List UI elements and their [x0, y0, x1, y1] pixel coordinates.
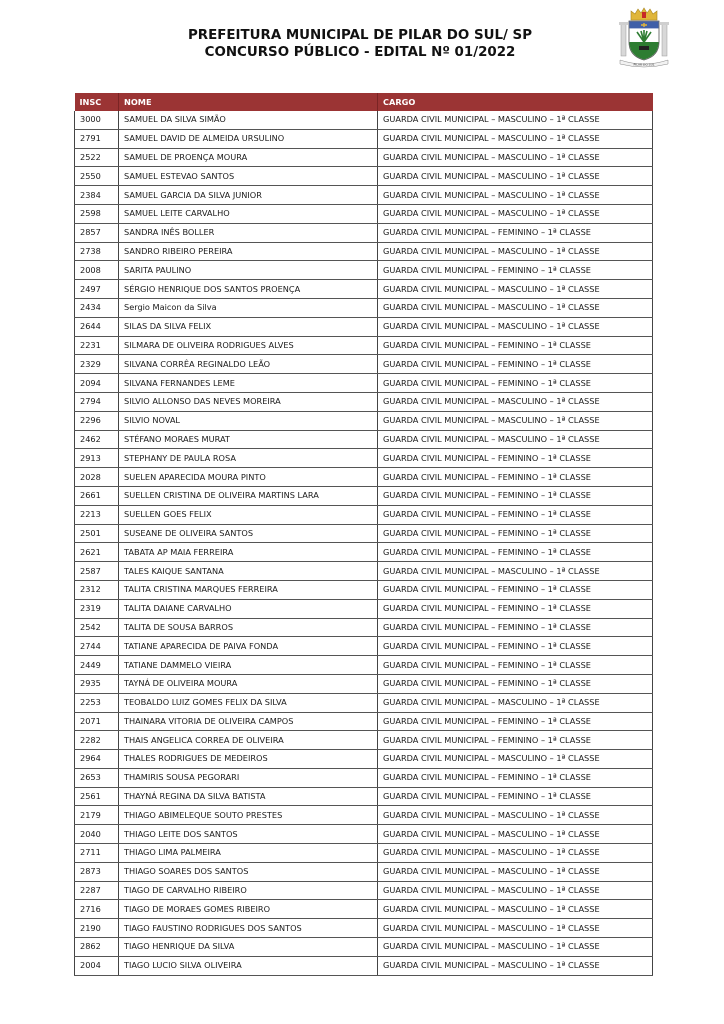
cell-nome: SAMUEL DAVID DE ALMEIDA URSULINO — [119, 129, 378, 148]
table-row — [75, 844, 653, 863]
cell-cargo: GUARDA CIVIL MUNICIPAL – MASCULINO – 1ª CLASSE — [378, 956, 653, 975]
cell-insc: 2587 — [75, 562, 119, 581]
table-row — [75, 674, 653, 693]
cell-insc: 2253 — [75, 693, 119, 712]
table-row — [75, 712, 653, 731]
table-row — [75, 938, 653, 957]
title-line-2: CONCURSO PÚBLICO - EDITAL Nº 01/2022 — [204, 45, 516, 60]
cell-insc: 2004 — [75, 956, 119, 975]
table-row — [75, 468, 653, 487]
cell-insc: 2738 — [75, 242, 119, 261]
cell-insc: 2434 — [75, 298, 119, 317]
cell-insc: 2094 — [75, 374, 119, 393]
cell-cargo: GUARDA CIVIL MUNICIPAL – FEMININO – 1ª CLASSE — [378, 618, 653, 637]
document-title — [150, 27, 570, 61]
cell-cargo: GUARDA CIVIL MUNICIPAL – FEMININO – 1ª CLASSE — [378, 486, 653, 505]
table-row — [75, 204, 653, 223]
cell-insc: 2329 — [75, 355, 119, 374]
cell-cargo: GUARDA CIVIL MUNICIPAL – MASCULINO – 1ª CLASSE — [378, 242, 653, 261]
cell-nome: THAYNÁ REGINA DA SILVA BATISTA — [119, 787, 378, 806]
table-row — [75, 731, 653, 750]
table-row — [75, 524, 653, 543]
cell-cargo: GUARDA CIVIL MUNICIPAL – MASCULINO – 1ª CLASSE — [378, 806, 653, 825]
table-row — [75, 956, 653, 975]
cell-cargo: GUARDA CIVIL MUNICIPAL – MASCULINO – 1ª CLASSE — [378, 900, 653, 919]
cell-nome: Sergio Maicon da Silva — [119, 298, 378, 317]
cell-insc: 2501 — [75, 524, 119, 543]
cell-insc: 2287 — [75, 881, 119, 900]
cell-nome: SILAS DA SILVA FELIX — [119, 317, 378, 336]
cell-nome: TEOBALDO LUIZ GOMES FELIX DA SILVA — [119, 693, 378, 712]
cell-insc: 2711 — [75, 844, 119, 863]
table-row — [75, 129, 653, 148]
table-row — [75, 543, 653, 562]
cell-cargo: GUARDA CIVIL MUNICIPAL – FEMININO – 1ª CLASSE — [378, 637, 653, 656]
cell-nome: SANDRO RIBEIRO PEREIRA — [119, 242, 378, 261]
cell-cargo: GUARDA CIVIL MUNICIPAL – MASCULINO – 1ª CLASSE — [378, 298, 653, 317]
cell-insc: 2296 — [75, 411, 119, 430]
cell-insc: 2644 — [75, 317, 119, 336]
cell-nome: THAMIRIS SOUSA PEGORARI — [119, 768, 378, 787]
cell-cargo: GUARDA CIVIL MUNICIPAL – MASCULINO – 1ª CLASSE — [378, 693, 653, 712]
cell-nome: TALITA DAIANE CARVALHO — [119, 599, 378, 618]
cell-insc: 2791 — [75, 129, 119, 148]
cell-nome: TIAGO HENRIQUE DA SILVA — [119, 938, 378, 957]
table-row — [75, 768, 653, 787]
cell-cargo: GUARDA CIVIL MUNICIPAL – FEMININO – 1ª CLASSE — [378, 731, 653, 750]
cell-nome: TATIANE APARECIDA DE PAIVA FONDA — [119, 637, 378, 656]
cell-cargo: GUARDA CIVIL MUNICIPAL – MASCULINO – 1ª CLASSE — [378, 186, 653, 205]
cell-insc: 2231 — [75, 336, 119, 355]
cell-cargo: GUARDA CIVIL MUNICIPAL – FEMININO – 1ª CLASSE — [378, 468, 653, 487]
cell-cargo: GUARDA CIVIL MUNICIPAL – MASCULINO – 1ª CLASSE — [378, 562, 653, 581]
table-row — [75, 787, 653, 806]
cell-nome: SÉRGIO HENRIQUE DOS SANTOS PROENÇA — [119, 280, 378, 299]
cell-insc: 2542 — [75, 618, 119, 637]
cell-cargo: GUARDA CIVIL MUNICIPAL – FEMININO – 1ª CLASSE — [378, 543, 653, 562]
cell-nome: SILVANA CORRÊA REGINALDO LEÃO — [119, 355, 378, 374]
cell-nome: SILVIO ALLONSO DAS NEVES MOREIRA — [119, 392, 378, 411]
cell-cargo: GUARDA CIVIL MUNICIPAL – MASCULINO – 1ª CLASSE — [378, 280, 653, 299]
cell-insc: 2040 — [75, 825, 119, 844]
cell-cargo: GUARDA CIVIL MUNICIPAL – FEMININO – 1ª CLASSE — [378, 449, 653, 468]
table-row — [75, 280, 653, 299]
cell-nome: SAMUEL DE PROENÇA MOURA — [119, 148, 378, 167]
table-row — [75, 599, 653, 618]
cell-nome: SILVANA FERNANDES LEME — [119, 374, 378, 393]
table-row — [75, 167, 653, 186]
cell-cargo: GUARDA CIVIL MUNICIPAL – MASCULINO – 1ª CLASSE — [378, 392, 653, 411]
cell-nome: SARITA PAULINO — [119, 261, 378, 280]
candidates-table — [74, 93, 653, 976]
cell-insc: 2282 — [75, 731, 119, 750]
cell-cargo: GUARDA CIVIL MUNICIPAL – FEMININO – 1ª CLASSE — [378, 261, 653, 280]
cell-nome: SILVIO NOVAL — [119, 411, 378, 430]
table-header-row — [75, 93, 653, 111]
cell-nome: SANDRA INÊS BOLLER — [119, 223, 378, 242]
cell-insc: 2716 — [75, 900, 119, 919]
cell-insc: 2213 — [75, 505, 119, 524]
cell-nome: SAMUEL ESTEVAO SANTOS — [119, 167, 378, 186]
column-header-nome: NOME — [119, 93, 378, 111]
cell-nome: SUELLEN GOES FELIX — [119, 505, 378, 524]
cell-cargo: GUARDA CIVIL MUNICIPAL – MASCULINO – 1ª CLASSE — [378, 411, 653, 430]
cell-cargo: GUARDA CIVIL MUNICIPAL – MASCULINO – 1ª CLASSE — [378, 862, 653, 881]
cell-cargo: GUARDA CIVIL MUNICIPAL – MASCULINO – 1ª CLASSE — [378, 938, 653, 957]
cell-nome: SUELEN APARECIDA MOURA PINTO — [119, 468, 378, 487]
table-row — [75, 656, 653, 675]
municipal-coat-of-arms-icon — [617, 6, 671, 68]
table-row — [75, 223, 653, 242]
cell-cargo: GUARDA CIVIL MUNICIPAL – MASCULINO – 1ª CLASSE — [378, 881, 653, 900]
table-row — [75, 186, 653, 205]
column-header-insc: INSC — [75, 93, 119, 111]
cell-nome: THALES RODRIGUES DE MEDEIROS — [119, 750, 378, 769]
cell-insc: 2873 — [75, 862, 119, 881]
cell-nome: TIAGO LUCIO SILVA OLIVEIRA — [119, 956, 378, 975]
cell-cargo: GUARDA CIVIL MUNICIPAL – MASCULINO – 1ª CLASSE — [378, 148, 653, 167]
cell-cargo: GUARDA CIVIL MUNICIPAL – FEMININO – 1ª CLASSE — [378, 599, 653, 618]
table-body — [75, 111, 653, 975]
cell-nome: SUELLEN CRISTINA DE OLIVEIRA MARTINS LARA — [119, 486, 378, 505]
cell-nome: TATIANE DAMMELO VIEIRA — [119, 656, 378, 675]
cell-nome: TIAGO FAUSTINO RODRIGUES DOS SANTOS — [119, 919, 378, 938]
table-row — [75, 336, 653, 355]
cell-cargo: GUARDA CIVIL MUNICIPAL – MASCULINO – 1ª CLASSE — [378, 825, 653, 844]
cell-insc: 2964 — [75, 750, 119, 769]
table-row — [75, 430, 653, 449]
table-row — [75, 505, 653, 524]
cell-nome: STEPHANY DE PAULA ROSA — [119, 449, 378, 468]
table-row — [75, 374, 653, 393]
table-row — [75, 261, 653, 280]
cell-cargo: GUARDA CIVIL MUNICIPAL – MASCULINO – 1ª CLASSE — [378, 317, 653, 336]
cell-insc: 2179 — [75, 806, 119, 825]
cell-nome: TIAGO DE CARVALHO RIBEIRO — [119, 881, 378, 900]
column-header-cargo: CARGO — [378, 93, 653, 111]
table-row — [75, 562, 653, 581]
cell-insc: 2449 — [75, 656, 119, 675]
cell-insc: 3000 — [75, 111, 119, 129]
cell-nome: STÉFANO MORAES MURAT — [119, 430, 378, 449]
cell-cargo: GUARDA CIVIL MUNICIPAL – MASCULINO – 1ª CLASSE — [378, 844, 653, 863]
table-row — [75, 919, 653, 938]
cell-cargo: GUARDA CIVIL MUNICIPAL – MASCULINO – 1ª CLASSE — [378, 919, 653, 938]
cell-nome: THIAGO LIMA PALMEIRA — [119, 844, 378, 863]
cell-cargo: GUARDA CIVIL MUNICIPAL – FEMININO – 1ª CLASSE — [378, 223, 653, 242]
cell-nome: THIAGO LEITE DOS SANTOS — [119, 825, 378, 844]
cell-insc: 2794 — [75, 392, 119, 411]
cell-nome: THIAGO SOARES DOS SANTOS — [119, 862, 378, 881]
title-line-1: PREFEITURA MUNICIPAL DE PILAR DO SUL/ SP — [187, 28, 533, 43]
cell-cargo: GUARDA CIVIL MUNICIPAL – MASCULINO – 1ª CLASSE — [378, 430, 653, 449]
cell-cargo: GUARDA CIVIL MUNICIPAL – FEMININO – 1ª CLASSE — [378, 712, 653, 731]
cell-cargo: GUARDA CIVIL MUNICIPAL – MASCULINO – 1ª CLASSE — [378, 129, 653, 148]
table-row — [75, 825, 653, 844]
cell-insc: 2319 — [75, 599, 119, 618]
table-row — [75, 148, 653, 167]
table-row — [75, 637, 653, 656]
cell-insc: 2550 — [75, 167, 119, 186]
cell-cargo: GUARDA CIVIL MUNICIPAL – FEMININO – 1ª CLASSE — [378, 355, 653, 374]
cell-cargo: GUARDA CIVIL MUNICIPAL – MASCULINO – 1ª CLASSE — [378, 750, 653, 769]
cell-nome: TAYNÁ DE OLIVEIRA MOURA — [119, 674, 378, 693]
table-row — [75, 317, 653, 336]
table-row — [75, 618, 653, 637]
crest-motto: PILAR DO SUL — [633, 62, 655, 67]
document-header — [0, 0, 724, 90]
table-row — [75, 111, 653, 129]
cell-cargo: GUARDA CIVIL MUNICIPAL – FEMININO – 1ª CLASSE — [378, 374, 653, 393]
cell-insc: 2661 — [75, 486, 119, 505]
cell-nome: TIAGO DE MORAES GOMES RIBEIRO — [119, 900, 378, 919]
cell-nome: TALITA DE SOUSA BARROS — [119, 618, 378, 637]
table-row — [75, 881, 653, 900]
cell-nome: THIAGO ABIMELEQUE SOUTO PRESTES — [119, 806, 378, 825]
cell-cargo: GUARDA CIVIL MUNICIPAL – FEMININO – 1ª CLASSE — [378, 524, 653, 543]
cell-cargo: GUARDA CIVIL MUNICIPAL – FEMININO – 1ª CLASSE — [378, 768, 653, 787]
table-row — [75, 298, 653, 317]
cell-nome: SUSEANE DE OLIVEIRA SANTOS — [119, 524, 378, 543]
cell-insc: 2497 — [75, 280, 119, 299]
cell-insc: 2744 — [75, 637, 119, 656]
cell-insc: 2653 — [75, 768, 119, 787]
table-row — [75, 392, 653, 411]
cell-insc: 2312 — [75, 580, 119, 599]
cell-nome: SAMUEL LEITE CARVALHO — [119, 204, 378, 223]
cell-cargo: GUARDA CIVIL MUNICIPAL – MASCULINO – 1ª CLASSE — [378, 204, 653, 223]
cell-cargo: GUARDA CIVIL MUNICIPAL – FEMININO – 1ª CLASSE — [378, 787, 653, 806]
cell-cargo: GUARDA CIVIL MUNICIPAL – FEMININO – 1ª CLASSE — [378, 580, 653, 599]
cell-cargo: GUARDA CIVIL MUNICIPAL – MASCULINO – 1ª CLASSE — [378, 167, 653, 186]
cell-insc: 2857 — [75, 223, 119, 242]
cell-insc: 2028 — [75, 468, 119, 487]
cell-nome: SAMUEL GARCIA DA SILVA JUNIOR — [119, 186, 378, 205]
table-row — [75, 411, 653, 430]
table-row — [75, 806, 653, 825]
cell-cargo: GUARDA CIVIL MUNICIPAL – FEMININO – 1ª CLASSE — [378, 674, 653, 693]
table-row — [75, 449, 653, 468]
cell-nome: TALES KAIQUE SANTANA — [119, 562, 378, 581]
cell-insc: 2935 — [75, 674, 119, 693]
cell-insc: 2862 — [75, 938, 119, 957]
cell-insc: 2008 — [75, 261, 119, 280]
cell-insc: 2561 — [75, 787, 119, 806]
table-row — [75, 486, 653, 505]
table-row — [75, 580, 653, 599]
table-row — [75, 355, 653, 374]
cell-insc: 2913 — [75, 449, 119, 468]
cell-nome: THAINARA VITORIA DE OLIVEIRA CAMPOS — [119, 712, 378, 731]
cell-insc: 2071 — [75, 712, 119, 731]
cell-cargo: GUARDA CIVIL MUNICIPAL – MASCULINO – 1ª CLASSE — [378, 111, 653, 129]
cell-nome: TALITA CRISTINA MARQUES FERREIRA — [119, 580, 378, 599]
table-row — [75, 750, 653, 769]
table-row — [75, 900, 653, 919]
cell-insc: 2462 — [75, 430, 119, 449]
cell-insc: 2598 — [75, 204, 119, 223]
cell-cargo: GUARDA CIVIL MUNICIPAL – FEMININO – 1ª CLASSE — [378, 336, 653, 355]
cell-nome: TABATA AP MAIA FERREIRA — [119, 543, 378, 562]
cell-nome: SAMUEL DA SILVA SIMÃO — [119, 111, 378, 129]
cell-insc: 2384 — [75, 186, 119, 205]
table-row — [75, 242, 653, 261]
cell-cargo: GUARDA CIVIL MUNICIPAL – FEMININO – 1ª CLASSE — [378, 505, 653, 524]
cell-nome: THAIS ANGELICA CORREA DE OLIVEIRA — [119, 731, 378, 750]
cell-insc: 2190 — [75, 919, 119, 938]
table-row — [75, 862, 653, 881]
cell-insc: 2522 — [75, 148, 119, 167]
cell-nome: SILMARA DE OLIVEIRA RODRIGUES ALVES — [119, 336, 378, 355]
cell-cargo: GUARDA CIVIL MUNICIPAL – FEMININO – 1ª CLASSE — [378, 656, 653, 675]
cell-insc: 2621 — [75, 543, 119, 562]
table-row — [75, 693, 653, 712]
